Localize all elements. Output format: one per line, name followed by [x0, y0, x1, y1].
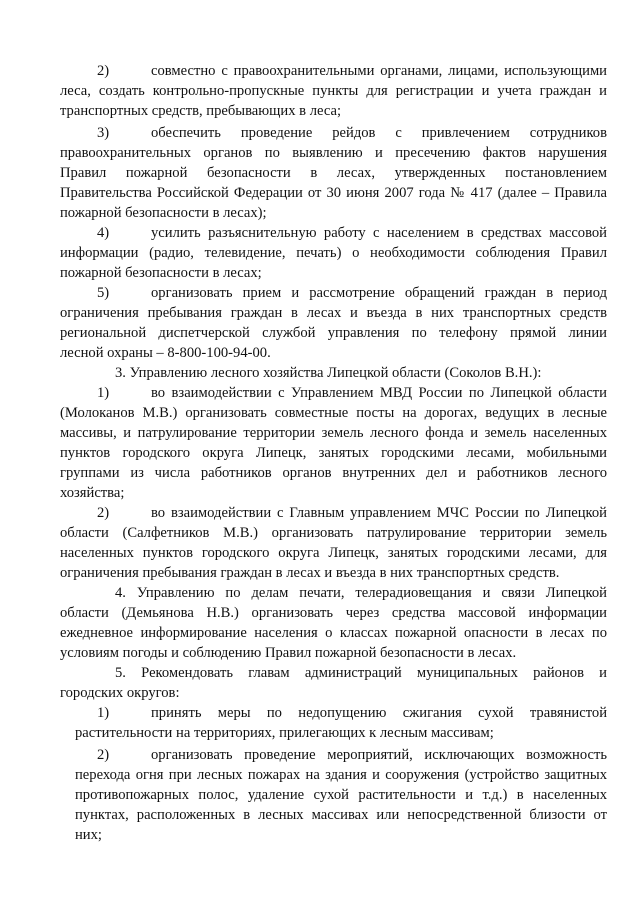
- text-line: пожарной безопасности в лесах);: [60, 205, 267, 221]
- text-line: ежедневное информирование населения о классах пожарной опасности в лесах по: [60, 625, 607, 641]
- text-line: усилить разъяснительную работу с населением в средствах массовой: [151, 225, 607, 241]
- text-line: организовать проведение мероприятий, исключающих возможность: [151, 747, 607, 763]
- text-line: Правительства Российской Федерации от 30 июня 2007 года № 417 (далее – Правила: [60, 185, 607, 201]
- list-number: 5): [97, 285, 110, 301]
- list-number: 1): [97, 705, 110, 721]
- text-line: ограничения пребывания граждан в лесах и въезда в них транспортных средств.: [60, 565, 560, 581]
- text-line: условиям погоды и соблюдению Правил пожарной безопасности в лесах.: [60, 645, 517, 661]
- list-number: 4): [97, 225, 110, 241]
- section-heading: 3. Управлению лесного хозяйства Липецкой области (Соколов В.Н.):: [115, 365, 542, 381]
- text-line: массивы, и патрулирование территории земель лесного фонда и земель населенных: [60, 425, 607, 441]
- text-line: обеспечить проведение рейдов с привлечением сотрудников: [151, 125, 607, 141]
- text-line: 5. Рекомендовать главам администраций муниципальных районов и: [115, 665, 607, 681]
- list-number: 2): [97, 63, 110, 79]
- text-line: принять меры по недопущению сжигания сухой травянистой: [151, 705, 607, 721]
- text-line: городских округов:: [60, 685, 180, 701]
- list-number: 1): [97, 385, 110, 401]
- text-line: перехода огня при лесных пожарах на здания и сооружения (устройство защитных: [75, 767, 607, 783]
- text-line: во взаимодействии с Управлением МВД России по Липецкой области: [151, 385, 607, 401]
- text-line: правоохранительных органов по выявлению и пресечению фактов нарушения: [60, 145, 607, 161]
- text-line: хозяйства;: [60, 485, 125, 501]
- text-line: растительности на территориях, прилегающих к лесным массивам;: [75, 725, 494, 741]
- list-number: 2): [97, 505, 110, 521]
- text-line: пунктов городского округа Липецк, занятых городскими лесами, мобильными: [60, 445, 607, 461]
- text-line: транспортных средств, пребывающих в леса;: [60, 103, 342, 119]
- text-line: 4. Управлению по делам печати, телерадиовещания и связи Липецкой: [115, 585, 607, 601]
- text-line: группами из числа работников органов внутренних дел и работников лесного: [60, 465, 607, 481]
- text-line: пожарной безопасности в лесах;: [60, 265, 262, 281]
- text-line: (Молоканов М.В.) организовать совместные посты на дорогах, ведущих в лесные: [60, 405, 607, 421]
- text-line: лесной охраны – 8-800-100-94-00.: [60, 345, 271, 361]
- text-line: них;: [75, 827, 102, 843]
- text-line: леса, создать контрольно-пропускные пункты для регистрации и учета граждан и: [60, 83, 607, 99]
- text-line: области (Салфетников М.В.) организовать патрулирование территории земель: [60, 525, 607, 541]
- text-line: населенных пунктов городского округа Липецк, занятых городскими лесами, для: [60, 545, 607, 561]
- text-line: пунктах, расположенных в лесных массивах или непосредственной близости от: [75, 807, 607, 823]
- text-line: организовать прием и рассмотрение обращений граждан в период: [151, 285, 607, 301]
- text-line: региональной диспетчерской службой управления по телефону прямой линии: [60, 325, 607, 341]
- list-number: 2): [97, 747, 110, 763]
- text-line: противопожарных полос, удаление сухой растительности и т.д.) в населенных: [75, 787, 607, 803]
- list-number: 3): [97, 125, 110, 141]
- text-line: области (Демьянова Н.В.) организовать через средства массовой информации: [60, 605, 607, 621]
- text-line: ограничения пребывания граждан в лесах и въезда в них транспортных средств: [60, 305, 607, 321]
- text-line: во взаимодействии с Главным управлением МЧС России по Липецкой: [151, 505, 607, 521]
- text-line: информации (радио, телевидение, печать) о необходимости соблюдения Правил: [60, 245, 607, 261]
- text-line: Правил пожарной безопасности в лесах, утвержденных постановлением: [60, 165, 607, 181]
- text-line: совместно с правоохранительными органами, лицами, использующими: [151, 63, 607, 79]
